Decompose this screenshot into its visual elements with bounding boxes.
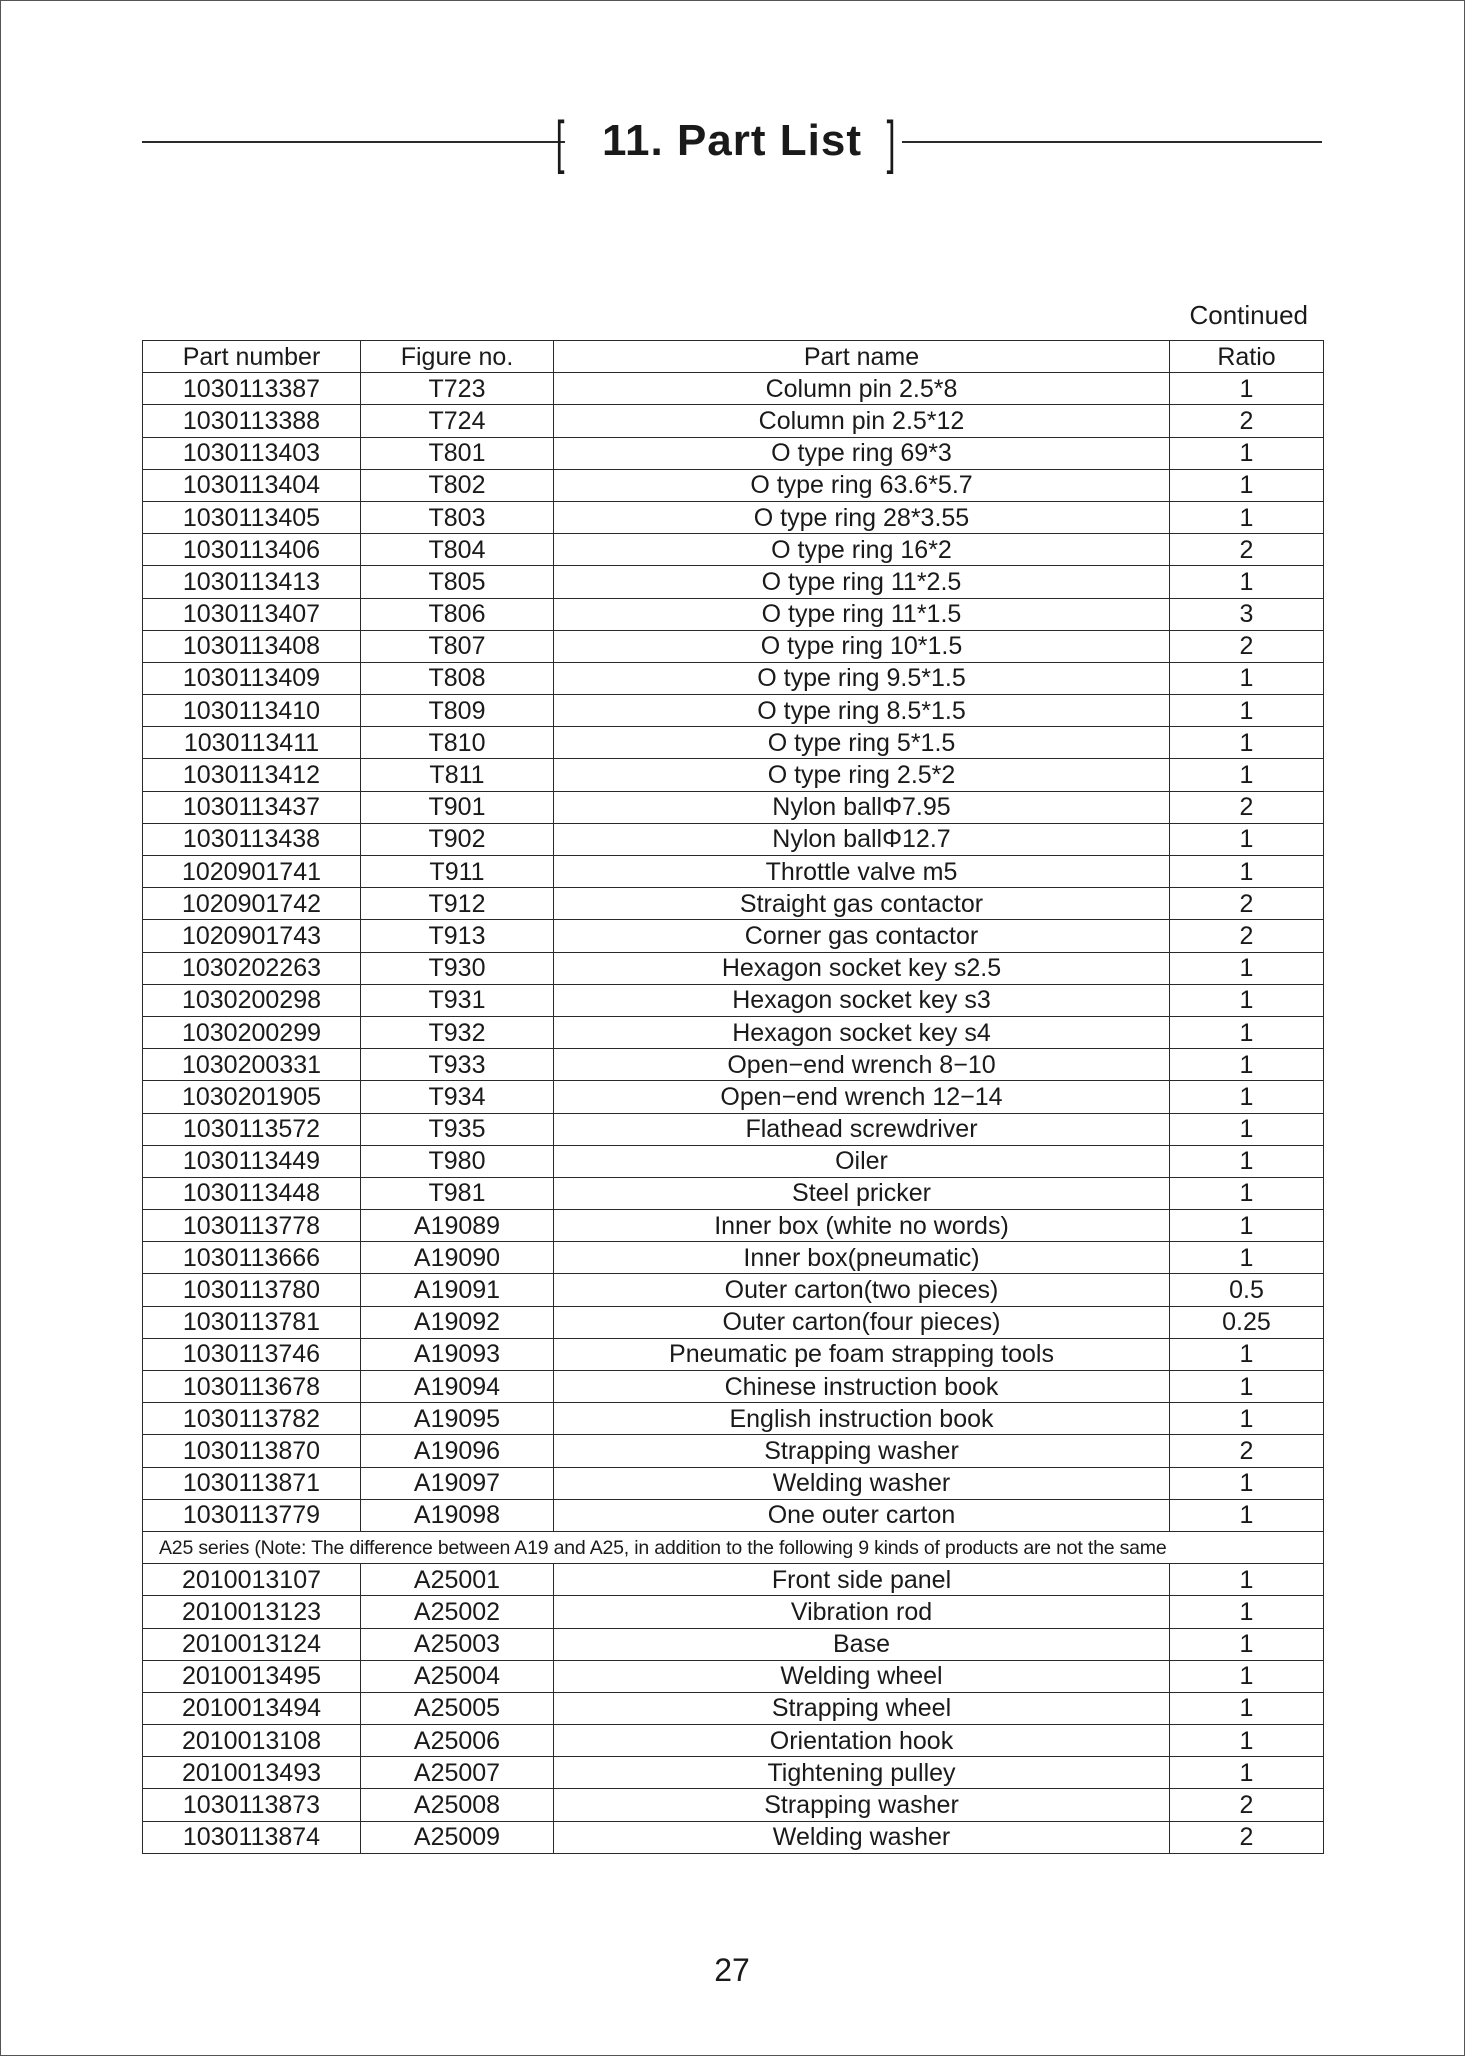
header-part-name: Part name <box>554 341 1170 373</box>
ratio-cell: 2 <box>1170 1789 1324 1821</box>
part-name-cell: Orientation hook <box>554 1725 1170 1757</box>
part-name-cell: Open−end wrench 8−10 <box>554 1049 1170 1081</box>
part-number-cell: 1030113407 <box>143 598 361 630</box>
figure-no-cell: T912 <box>361 888 554 920</box>
part-number-cell: 1030113779 <box>143 1499 361 1531</box>
table-row <box>143 1692 1324 1724</box>
figure-no-cell: A25001 <box>361 1564 554 1596</box>
part-number-cell: 1030113874 <box>143 1821 361 1853</box>
part-name-cell: Inner box (white no words) <box>554 1210 1170 1242</box>
figure-no-cell: A25009 <box>361 1821 554 1853</box>
part-name-cell: Oiler <box>554 1145 1170 1177</box>
ratio-cell: 1 <box>1170 984 1324 1016</box>
part-name-cell: Outer carton(two pieces) <box>554 1274 1170 1306</box>
series-note: A25 series (Note: The difference between A19 and A25, in addition to the following 9 kinds of products are not the same <box>143 1531 1324 1563</box>
part-name-cell: Tightening pulley <box>554 1757 1170 1789</box>
part-number-cell: 1030202263 <box>143 952 361 984</box>
part-name-cell: Front side panel <box>554 1564 1170 1596</box>
figure-no-cell: T809 <box>361 695 554 727</box>
ratio-cell: 0.25 <box>1170 1306 1324 1338</box>
part-number-cell: 1030113411 <box>143 727 361 759</box>
part-name-cell: Outer carton(four pieces) <box>554 1306 1170 1338</box>
table-row <box>143 1628 1324 1660</box>
header-figure-no: Figure no. <box>361 341 554 373</box>
ratio-cell: 1 <box>1170 1081 1324 1113</box>
figure-no-cell: A25003 <box>361 1628 554 1660</box>
ratio-cell: 1 <box>1170 727 1324 759</box>
part-number-cell: 1030113410 <box>143 695 361 727</box>
figure-no-cell: A19089 <box>361 1210 554 1242</box>
table-row <box>143 1564 1324 1596</box>
table-row <box>143 1499 1324 1531</box>
part-name-cell: Corner gas contactor <box>554 920 1170 952</box>
continued-label: Continued <box>1189 300 1308 330</box>
table-row <box>143 984 1324 1016</box>
ratio-cell: 2 <box>1170 534 1324 566</box>
figure-no-cell: T935 <box>361 1113 554 1145</box>
ratio-cell: 1 <box>1170 1725 1324 1757</box>
section-header <box>142 108 1322 174</box>
figure-no-cell: A19095 <box>361 1403 554 1435</box>
ratio-cell: 1 <box>1170 1049 1324 1081</box>
table-row <box>143 888 1324 920</box>
figure-no-cell: T806 <box>361 598 554 630</box>
ratio-cell: 1 <box>1170 469 1324 501</box>
table-row <box>143 1177 1324 1209</box>
ratio-cell: 2 <box>1170 920 1324 952</box>
header-rule-right <box>902 141 1322 143</box>
table-row <box>143 566 1324 598</box>
figure-no-cell: A25007 <box>361 1757 554 1789</box>
ratio-cell: 1 <box>1170 1145 1324 1177</box>
ratio-cell: 1 <box>1170 1113 1324 1145</box>
figure-no-cell: T723 <box>361 373 554 405</box>
figure-no-cell: T902 <box>361 823 554 855</box>
header-bracket-right: ] <box>886 110 896 175</box>
ratio-cell: 2 <box>1170 888 1324 920</box>
part-name-cell: O type ring 8.5*1.5 <box>554 695 1170 727</box>
part-name-cell: O type ring 28*3.55 <box>554 501 1170 533</box>
part-name-cell: Pneumatic pe foam strapping tools <box>554 1338 1170 1370</box>
part-number-cell: 2010013108 <box>143 1725 361 1757</box>
ratio-cell: 1 <box>1170 1757 1324 1789</box>
table-row <box>143 1145 1324 1177</box>
table-row <box>143 1467 1324 1499</box>
figure-no-cell: T934 <box>361 1081 554 1113</box>
ratio-cell: 1 <box>1170 1596 1324 1628</box>
table-row <box>143 920 1324 952</box>
part-name-cell: Strapping wheel <box>554 1692 1170 1724</box>
ratio-cell: 1 <box>1170 1692 1324 1724</box>
ratio-cell: 1 <box>1170 501 1324 533</box>
ratio-cell: 1 <box>1170 1371 1324 1403</box>
part-name-cell: Nylon ballΦ12.7 <box>554 823 1170 855</box>
ratio-cell: 1 <box>1170 1242 1324 1274</box>
table-row <box>143 501 1324 533</box>
table-row <box>143 1242 1324 1274</box>
part-number-cell: 1020901743 <box>143 920 361 952</box>
part-number-cell: 1030200298 <box>143 984 361 1016</box>
table-row <box>143 1821 1324 1853</box>
ratio-cell: 1 <box>1170 952 1324 984</box>
figure-no-cell: T933 <box>361 1049 554 1081</box>
part-number-cell: 1030113408 <box>143 630 361 662</box>
table-row <box>143 1338 1324 1370</box>
part-number-cell: 1030113387 <box>143 373 361 405</box>
part-name-cell: Straight gas contactor <box>554 888 1170 920</box>
figure-no-cell: A19093 <box>361 1338 554 1370</box>
part-name-cell: Welding wheel <box>554 1660 1170 1692</box>
part-number-cell: 1030113746 <box>143 1338 361 1370</box>
part-name-cell: Flathead screwdriver <box>554 1113 1170 1145</box>
table-body-note <box>143 1531 1324 1563</box>
table-row <box>143 1789 1324 1821</box>
part-number-cell: 1030113780 <box>143 1274 361 1306</box>
ratio-cell: 2 <box>1170 1821 1324 1853</box>
part-number-cell: 2010013493 <box>143 1757 361 1789</box>
table-row <box>143 1757 1324 1789</box>
ratio-cell: 1 <box>1170 1660 1324 1692</box>
figure-no-cell: A25005 <box>361 1692 554 1724</box>
figure-no-cell: T724 <box>361 405 554 437</box>
table-row <box>143 823 1324 855</box>
part-name-cell: Welding washer <box>554 1821 1170 1853</box>
part-number-cell: 1030200331 <box>143 1049 361 1081</box>
part-name-cell: O type ring 69*3 <box>554 437 1170 469</box>
figure-no-cell: T913 <box>361 920 554 952</box>
figure-no-cell: A19092 <box>361 1306 554 1338</box>
figure-no-cell: A19097 <box>361 1467 554 1499</box>
figure-no-cell: T932 <box>361 1016 554 1048</box>
ratio-cell: 0.5 <box>1170 1274 1324 1306</box>
part-name-cell: O type ring 16*2 <box>554 534 1170 566</box>
ratio-cell: 1 <box>1170 1403 1324 1435</box>
table-row <box>143 662 1324 694</box>
table-row <box>143 759 1324 791</box>
part-number-cell: 2010013107 <box>143 1564 361 1596</box>
figure-no-cell: T808 <box>361 662 554 694</box>
figure-no-cell: T901 <box>361 791 554 823</box>
part-name-cell: Steel pricker <box>554 1177 1170 1209</box>
figure-no-cell: A25008 <box>361 1789 554 1821</box>
ratio-cell: 1 <box>1170 759 1324 791</box>
table-row <box>143 695 1324 727</box>
ratio-cell: 1 <box>1170 1564 1324 1596</box>
part-number-cell: 1030113404 <box>143 469 361 501</box>
ratio-cell: 1 <box>1170 1210 1324 1242</box>
part-number-cell: 1030113413 <box>143 566 361 598</box>
part-name-cell: O type ring 10*1.5 <box>554 630 1170 662</box>
header-rule-left <box>142 141 565 143</box>
part-name-cell: O type ring 9.5*1.5 <box>554 662 1170 694</box>
figure-no-cell: T807 <box>361 630 554 662</box>
part-name-cell: O type ring 63.6*5.7 <box>554 469 1170 501</box>
table-body-a25 <box>143 1564 1324 1854</box>
ratio-cell: 1 <box>1170 373 1324 405</box>
ratio-cell: 1 <box>1170 437 1324 469</box>
figure-no-cell: T805 <box>361 566 554 598</box>
part-number-cell: 2010013123 <box>143 1596 361 1628</box>
figure-no-cell: A19098 <box>361 1499 554 1531</box>
part-name-cell: Hexagon socket key s4 <box>554 1016 1170 1048</box>
figure-no-cell: T981 <box>361 1177 554 1209</box>
part-name-cell: Hexagon socket key s2.5 <box>554 952 1170 984</box>
part-number-cell: 1030113405 <box>143 501 361 533</box>
ratio-cell: 2 <box>1170 1435 1324 1467</box>
part-number-cell: 2010013494 <box>143 1692 361 1724</box>
table-row <box>143 437 1324 469</box>
table-row <box>143 1016 1324 1048</box>
part-name-cell: Throttle valve m5 <box>554 856 1170 888</box>
ratio-cell: 1 <box>1170 1016 1324 1048</box>
table-row <box>143 469 1324 501</box>
figure-no-cell: T911 <box>361 856 554 888</box>
part-number-cell: 2010013124 <box>143 1628 361 1660</box>
ratio-cell: 1 <box>1170 1467 1324 1499</box>
part-name-cell: Strapping washer <box>554 1789 1170 1821</box>
table-row <box>143 1403 1324 1435</box>
part-number-cell: 1030113572 <box>143 1113 361 1145</box>
part-name-cell: Column pin 2.5*8 <box>554 373 1170 405</box>
part-number-cell: 1030113403 <box>143 437 361 469</box>
ratio-cell: 2 <box>1170 405 1324 437</box>
part-number-cell: 1020901742 <box>143 888 361 920</box>
part-name-cell: Vibration rod <box>554 1596 1170 1628</box>
part-number-cell: 1030200299 <box>143 1016 361 1048</box>
table-row <box>143 1113 1324 1145</box>
ratio-cell: 3 <box>1170 598 1324 630</box>
ratio-cell: 1 <box>1170 1628 1324 1660</box>
page-title: 11. Part List <box>601 116 862 165</box>
figure-no-cell: T802 <box>361 469 554 501</box>
part-number-cell: 1030113449 <box>143 1145 361 1177</box>
figure-no-cell: T930 <box>361 952 554 984</box>
figure-no-cell: T804 <box>361 534 554 566</box>
page-number: 27 <box>714 1952 750 1988</box>
table-row <box>143 791 1324 823</box>
part-name-cell: Column pin 2.5*12 <box>554 405 1170 437</box>
table-header-row <box>143 341 1324 373</box>
figure-no-cell: A19090 <box>361 1242 554 1274</box>
part-name-cell: Inner box(pneumatic) <box>554 1242 1170 1274</box>
series-note-row <box>143 1531 1324 1563</box>
part-name-cell: Strapping washer <box>554 1435 1170 1467</box>
table-row <box>143 1435 1324 1467</box>
table-row <box>143 1210 1324 1242</box>
ratio-cell: 1 <box>1170 1338 1324 1370</box>
part-number-cell: 1030113666 <box>143 1242 361 1274</box>
figure-no-cell: A25004 <box>361 1660 554 1692</box>
part-number-cell: 1030113438 <box>143 823 361 855</box>
table-row <box>143 952 1324 984</box>
part-name-cell: Base <box>554 1628 1170 1660</box>
figure-no-cell: T811 <box>361 759 554 791</box>
ratio-cell: 1 <box>1170 1499 1324 1531</box>
table-row <box>143 1081 1324 1113</box>
part-name-cell: Open−end wrench 12−14 <box>554 1081 1170 1113</box>
table-row <box>143 630 1324 662</box>
ratio-cell: 1 <box>1170 662 1324 694</box>
part-number-cell: 1030113412 <box>143 759 361 791</box>
ratio-cell: 1 <box>1170 1177 1324 1209</box>
table-body-a19 <box>143 373 1324 1532</box>
header-part-number: Part number <box>143 341 361 373</box>
part-name-cell: Chinese instruction book <box>554 1371 1170 1403</box>
header-ratio: Ratio <box>1170 341 1324 373</box>
part-name-cell: Nylon ballΦ7.95 <box>554 791 1170 823</box>
ratio-cell: 1 <box>1170 823 1324 855</box>
ratio-cell: 2 <box>1170 791 1324 823</box>
table-row <box>143 598 1324 630</box>
table-row <box>143 1371 1324 1403</box>
table-row <box>143 1660 1324 1692</box>
part-number-cell: 1030201905 <box>143 1081 361 1113</box>
part-number-cell: 1030113388 <box>143 405 361 437</box>
part-number-cell: 1030113437 <box>143 791 361 823</box>
part-number-cell: 1030113406 <box>143 534 361 566</box>
part-number-cell: 2010013495 <box>143 1660 361 1692</box>
part-list-table <box>142 340 1324 1854</box>
table-row <box>143 1306 1324 1338</box>
part-number-cell: 1030113409 <box>143 662 361 694</box>
part-name-cell: Hexagon socket key s3 <box>554 984 1170 1016</box>
ratio-cell: 1 <box>1170 695 1324 727</box>
ratio-cell: 1 <box>1170 856 1324 888</box>
part-number-cell: 1030113870 <box>143 1435 361 1467</box>
table-row <box>143 1274 1324 1306</box>
table-row <box>143 1049 1324 1081</box>
figure-no-cell: A25006 <box>361 1725 554 1757</box>
table-row <box>143 373 1324 405</box>
part-name-cell: One outer carton <box>554 1499 1170 1531</box>
table-row <box>143 405 1324 437</box>
part-number-cell: 1030113448 <box>143 1177 361 1209</box>
part-number-cell: 1030113871 <box>143 1467 361 1499</box>
part-name-cell: O type ring 11*2.5 <box>554 566 1170 598</box>
part-name-cell: O type ring 5*1.5 <box>554 727 1170 759</box>
part-name-cell: O type ring 11*1.5 <box>554 598 1170 630</box>
ratio-cell: 2 <box>1170 630 1324 662</box>
part-name-cell: O type ring 2.5*2 <box>554 759 1170 791</box>
part-number-cell: 1030113678 <box>143 1371 361 1403</box>
part-name-cell: Welding washer <box>554 1467 1170 1499</box>
figure-no-cell: T931 <box>361 984 554 1016</box>
part-number-cell: 1030113778 <box>143 1210 361 1242</box>
figure-no-cell: T810 <box>361 727 554 759</box>
table-row <box>143 534 1324 566</box>
part-name-cell: English instruction book <box>554 1403 1170 1435</box>
part-number-cell: 1030113782 <box>143 1403 361 1435</box>
figure-no-cell: T980 <box>361 1145 554 1177</box>
figure-no-cell: A19094 <box>361 1371 554 1403</box>
table-row <box>143 1596 1324 1628</box>
header-bracket-left: [ <box>555 110 565 175</box>
figure-no-cell: A25002 <box>361 1596 554 1628</box>
figure-no-cell: T803 <box>361 501 554 533</box>
table-row <box>143 727 1324 759</box>
figure-no-cell: T801 <box>361 437 554 469</box>
table-row <box>143 1725 1324 1757</box>
table-row <box>143 856 1324 888</box>
ratio-cell: 1 <box>1170 566 1324 598</box>
part-number-cell: 1030113781 <box>143 1306 361 1338</box>
part-number-cell: 1020901741 <box>143 856 361 888</box>
figure-no-cell: A19096 <box>361 1435 554 1467</box>
figure-no-cell: A19091 <box>361 1274 554 1306</box>
part-number-cell: 1030113873 <box>143 1789 361 1821</box>
